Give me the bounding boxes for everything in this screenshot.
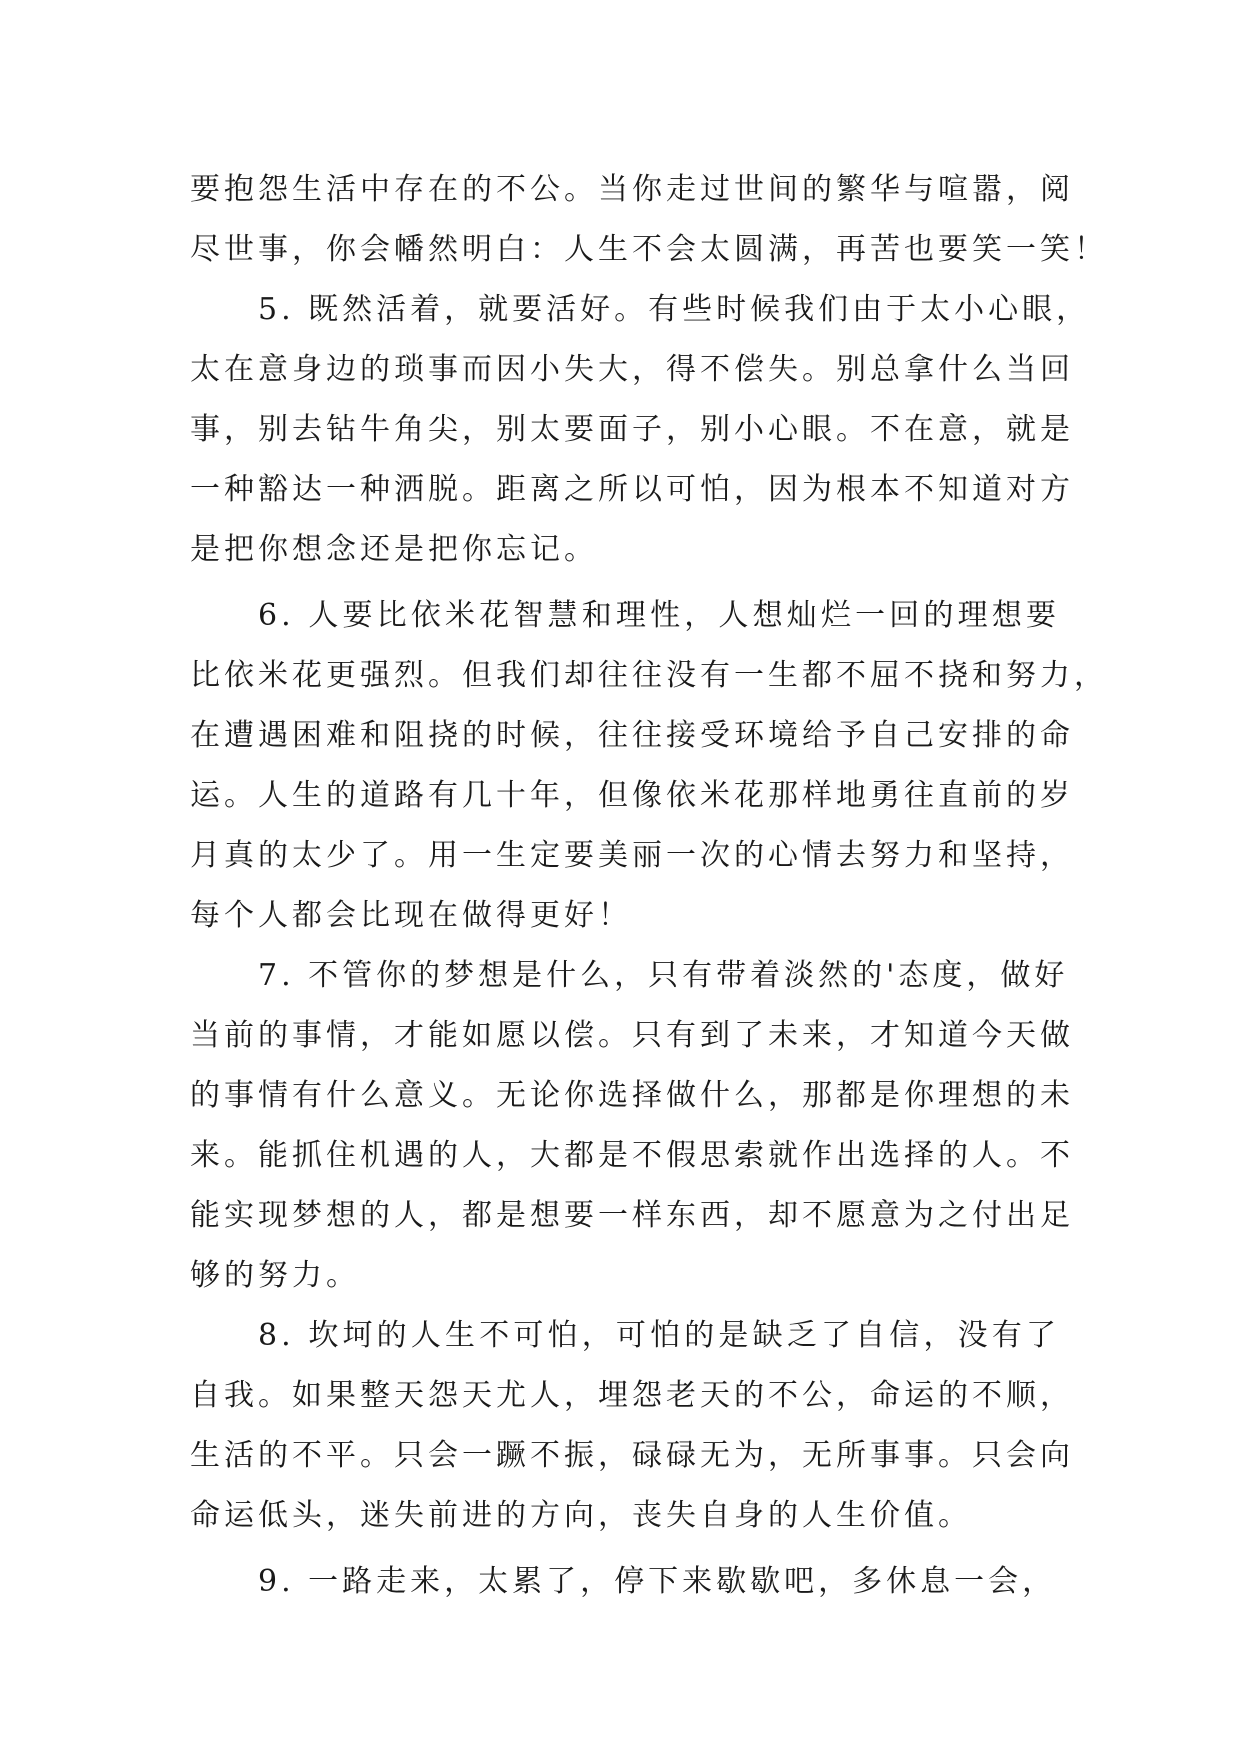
paragraph-7-line: 能实现梦想的人，都是想要一样东西，却不愿意为之付出足	[190, 1198, 1074, 1233]
paragraph-9-line: 9. 一路走来，太累了，停下来歇歇吧，多休息一会，	[258, 1564, 1057, 1599]
paragraph-5-line: 事，别去钻牛角尖，别太要面子，别小心眼。不在意，就是	[190, 412, 1074, 447]
paragraph-6-line: 每个人都会比现在做得更好！	[190, 898, 632, 933]
paragraph-5-line: 是把你想念还是把你忘记。	[190, 532, 598, 567]
paragraph-7-line: 来。能抓住机遇的人，大都是不假思索就作出选择的人。不	[190, 1138, 1074, 1173]
paragraph-7-line: 当前的事情，才能如愿以偿。只有到了未来，才知道今天做	[190, 1018, 1074, 1053]
paragraph-6-line: 月真的太少了。用一生定要美丽一次的心情去努力和坚持，	[190, 838, 1074, 873]
paragraph-5-line: 5. 既然活着，就要活好。有些时候我们由于太小心眼，	[258, 292, 1091, 327]
paragraph-8-line: 自我。如果整天怨天尤人，埋怨老天的不公，命运的不顺，	[190, 1378, 1074, 1413]
paragraph-line: 尽世事，你会幡然明白：人生不会太圆满，再苦也要笑一笑！	[190, 232, 1108, 267]
paragraph-7-line: 够的努力。	[190, 1258, 360, 1293]
paragraph-5-line: 一种豁达一种洒脱。距离之所以可怕，因为根本不知道对方	[190, 472, 1074, 507]
paragraph-8-line: 命运低头，迷失前进的方向，丧失自身的人生价值。	[190, 1498, 972, 1533]
paragraph-7-line: 的事情有什么意义。无论你选择做什么，那都是你理想的未	[190, 1078, 1074, 1113]
document-body	[190, 160, 1108, 1612]
paragraph-7-line: 7. 不管你的梦想是什么，只有带着淡然的'态度，做好	[258, 958, 1069, 993]
paragraph-5-line: 太在意身边的琐事而因小失大，得不偿失。别总拿什么当回	[190, 352, 1074, 387]
paragraph-6-line: 在遭遇困难和阻挠的时候，往往接受环境给予自己安排的命	[190, 718, 1074, 753]
paragraph-line: 要抱怨生活中存在的不公。当你走过世间的繁华与喧嚣，阅	[190, 172, 1074, 207]
paragraph-6-line: 运。人生的道路有几十年，但像依米花那样地勇往直前的岁	[190, 778, 1074, 813]
paragraph-6-line: 比依米花更强烈。但我们却往往没有一生都不屈不挠和努力，	[190, 658, 1108, 693]
paragraph-8-line: 生活的不平。只会一蹶不振，碌碌无为，无所事事。只会向	[190, 1438, 1074, 1473]
paragraph-6-line: 6. 人要比依米花智慧和理性，人想灿烂一回的理想要	[258, 598, 1060, 633]
paragraph-8-line: 8. 坎坷的人生不可怕，可怕的是缺乏了自信，没有了	[258, 1318, 1060, 1353]
